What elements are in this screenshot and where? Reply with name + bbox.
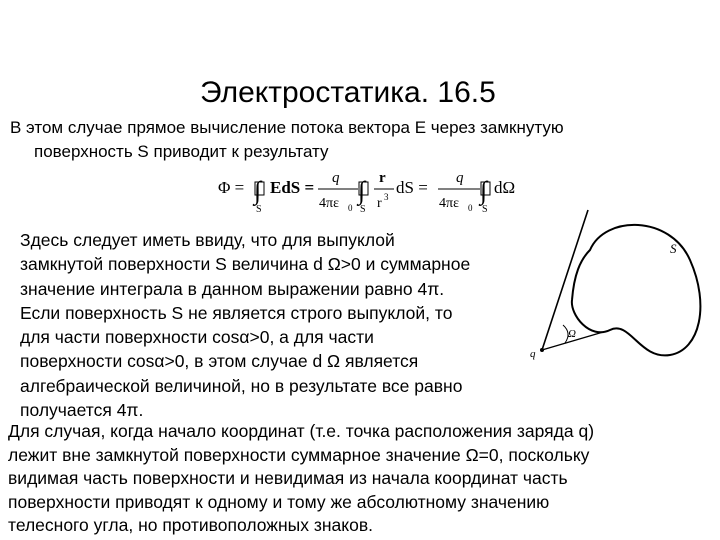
charge-point	[540, 348, 544, 352]
convexity-explanation	[20, 228, 520, 422]
explanation-line: поверхности cosα>0, в этом случае d Ω является	[20, 351, 419, 372]
flux-formula	[218, 166, 528, 218]
paragraph-line: лежит вне замкнутой поверхности суммарное значение Ω=0, поскольку	[8, 444, 590, 465]
outside-charge-paragraph	[8, 420, 718, 538]
paragraph-line: поверхности приводят к одному и тому же абсолютному значению	[8, 491, 550, 512]
surface-integral-2	[356, 176, 368, 215]
formula-domega: dΩ	[494, 178, 516, 197]
intro-line-1: В этом случае прямое вычисление потока вектора Е через замкнутую	[10, 118, 564, 137]
formula-den1: 4πε	[319, 196, 339, 211]
surface-diagram	[520, 205, 715, 370]
integral-subscript-s1: S	[256, 204, 262, 215]
paragraph-line: Для случая, когда начало координат (т.е. точка расположения заряда q)	[8, 421, 595, 441]
radius-line	[542, 330, 610, 350]
surface-integral-3	[478, 176, 490, 215]
svg-text:0: 0	[468, 203, 473, 213]
formula-ds: dS =	[396, 178, 428, 197]
intro-paragraph	[10, 116, 710, 164]
svg-text:∫: ∫	[358, 176, 366, 205]
formula-q1: q	[332, 170, 340, 186]
intro-line-2: поверхность S приводит к результату	[34, 142, 329, 161]
svg-text:∫: ∫	[480, 176, 488, 205]
formula-r-cubed: r	[377, 196, 382, 211]
tangent-line	[542, 210, 588, 350]
svg-text:0: 0	[348, 203, 353, 213]
svg-text:∫: ∫	[254, 176, 262, 205]
integral-subscript-s2: S	[360, 204, 366, 215]
explanation-line: алгебраической величиной, но в результате все равно	[20, 375, 463, 396]
slide-title: Электростатика. 16.5	[200, 76, 496, 109]
surface-label: S	[670, 241, 677, 256]
paragraph-line: видимая часть поверхности и невидимая из начала координат часть	[8, 468, 568, 489]
paragraph-line: телесного угла, но противоположных знаков.	[8, 515, 374, 536]
formula-q2: q	[456, 170, 464, 186]
formula-phi: Φ =	[218, 178, 245, 197]
explanation-line: Здесь следует иметь ввиду, что для выпуклой	[20, 230, 395, 250]
svg-text:3: 3	[384, 192, 389, 202]
formula-r-vector: r	[379, 170, 386, 186]
explanation-line: замкнутой поверхности S величина d Ω>0 и суммарное	[20, 254, 471, 275]
explanation-line: получается 4π.	[20, 400, 144, 421]
surface-integral-1	[252, 176, 264, 215]
explanation-line: Если поверхность S не является строго выпуклой, то	[20, 302, 453, 323]
explanation-line: для части поверхности cosα>0, а для части	[20, 327, 374, 348]
angle-label: Ω	[568, 328, 576, 340]
charge-label: q	[530, 348, 536, 360]
integral-subscript-s3: S	[482, 204, 488, 215]
explanation-line: значение интеграла в данном выражении равно 4π.	[20, 278, 445, 299]
formula-den2: 4πε	[439, 196, 459, 211]
formula-eds: EdS =	[270, 178, 315, 197]
